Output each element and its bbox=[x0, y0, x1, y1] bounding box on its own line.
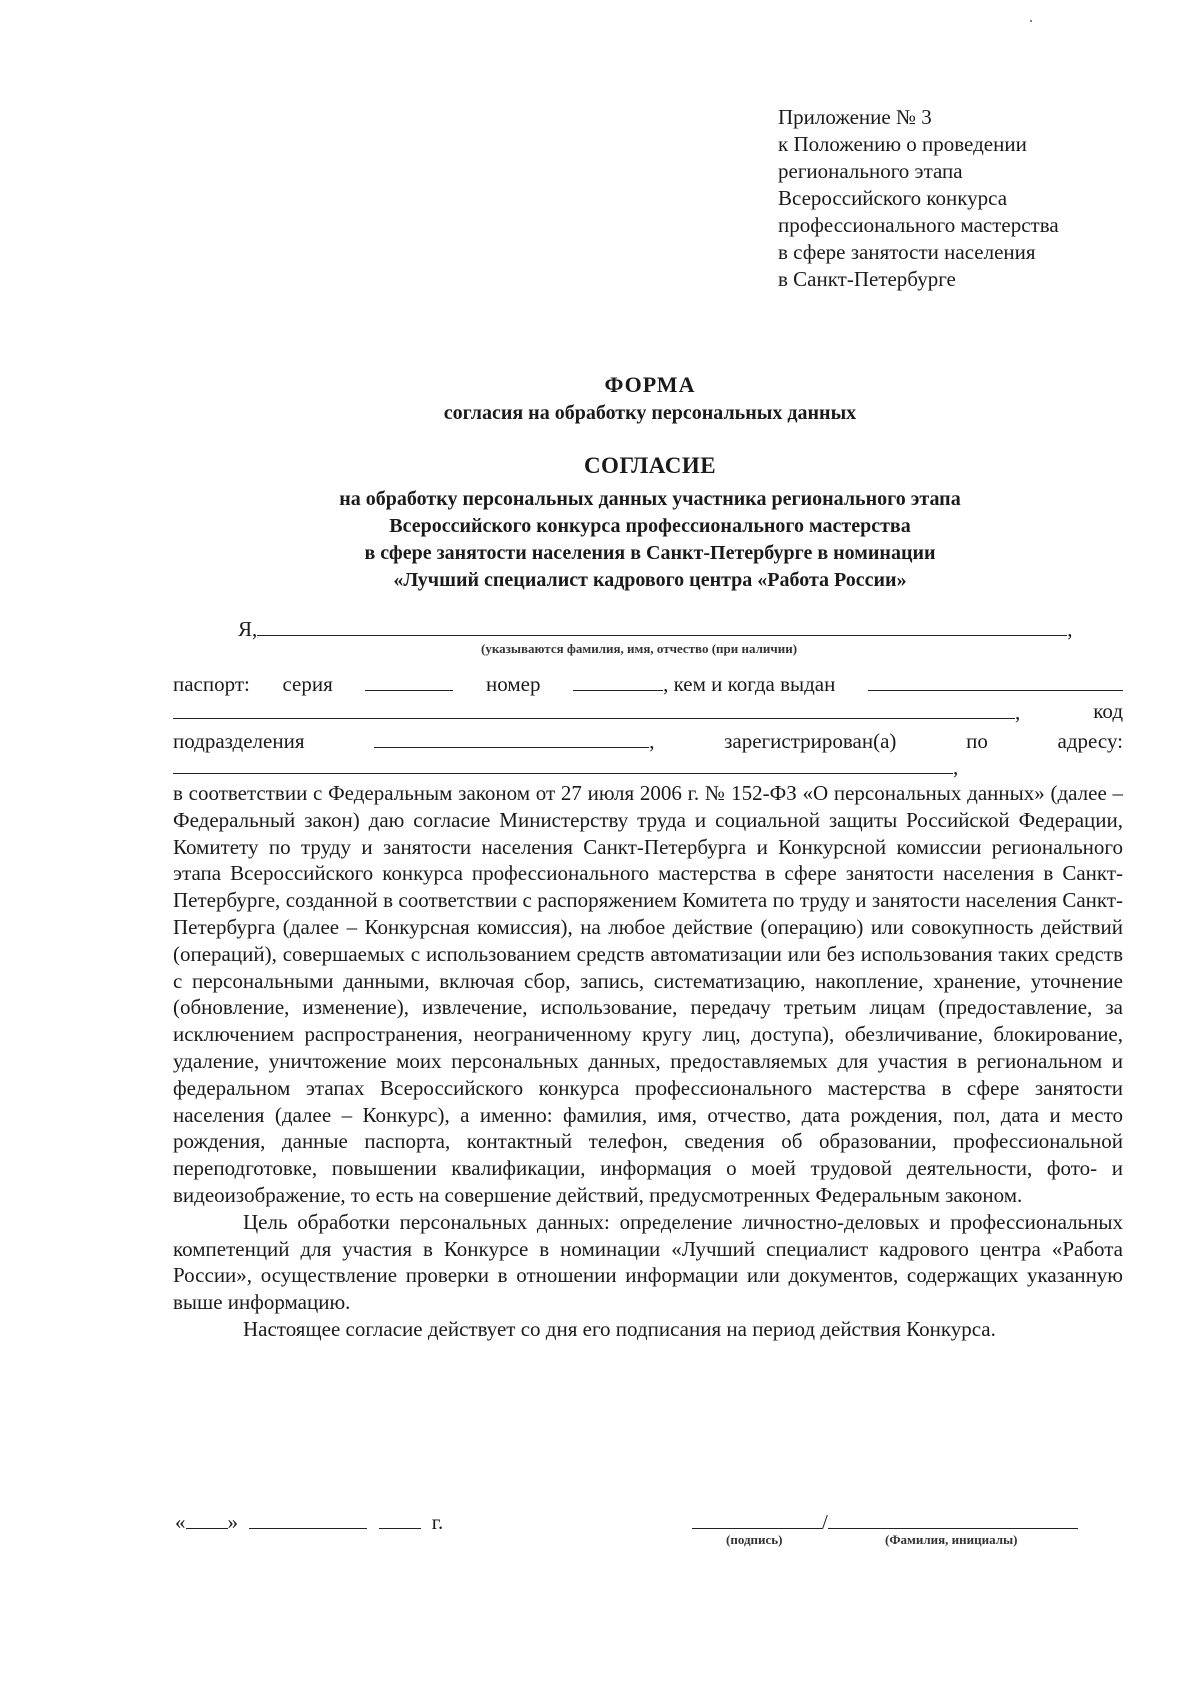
passport-number-field[interactable] bbox=[573, 670, 663, 691]
signer-name-field[interactable] bbox=[828, 1508, 1078, 1529]
quote-close: » bbox=[227, 1510, 238, 1534]
number-label: номер bbox=[486, 672, 541, 696]
form-title: ФОРМА bbox=[604, 372, 696, 397]
appendix-line: к Положению о проведении bbox=[778, 132, 1027, 156]
signature-slash: / bbox=[822, 1510, 828, 1534]
purpose-paragraph: Цель обработки персональных данных: определение личностно-деловых и профессиональных компетенций для участия в Конкурсе в номинации «Лучший специалист кадрового центра «Работа России», осуществление проверки в отношении информации или документов, содержащих указанную выше информацию. bbox=[173, 1209, 1123, 1315]
form-subtitle: согласия на обработку персональных данных bbox=[443, 402, 857, 424]
appendix-line: профессионального мастерства bbox=[778, 213, 1059, 237]
consent-body bbox=[173, 780, 1123, 1343]
passport-issued-field-cont[interactable] bbox=[173, 698, 1015, 719]
agreement-heading-line: «Лучший специалист кадрового центра «Работа России» bbox=[393, 569, 907, 591]
division-label: подразделения bbox=[173, 729, 305, 753]
signature-field[interactable] bbox=[692, 1508, 822, 1529]
consent-paragraph: в соответствии с Федеральным законом от 27 июля 2006 г. № 152-ФЗ «О персональных данных» (далее – Федеральный закон) даю согласие Министерству труда и социальной защиты Российской Федерации, Комитету по труду и занятости населения Санкт-Петербурга и Конкурсной комиссии регионального этапа Всероссийского конкурса профессионального мастерства в сфере занятости населения в Санкт-Петербурге, созданной в соответствии с распоряжением Комитета по труду и занятости населения Санкт-Петербурга (далее – Конкурсная комиссия), на любое действие (операцию) или совокупность действий (операций), совершаемых с использованием средств автоматизации или без использования таких средств с персональными данными, включая сбор, запись, систематизацию, накопление, хранение, уточнение (обновление, изменение), извлечение, использование, передачу третьим лицам (предоставление, за исключением распространения, неограниченному кругу лиц, доступа), обезличивание, блокирование, удаление, уничтожение моих персональных данных, предоставляемых для участия в региональном и федеральном этапах Всероссийского конкурса профессионального мастерства в сфере занятости населения (далее – Конкурс), а именно: фамилия, имя, отчество, дата рождения, пол, дата и место рождения, данные паспорта, контактный телефон, сведения об образовании, профессиональной переподготовке, повышении квалификации, информация о моей трудовой деятельности, фото- и видеоизображение, то есть на совершение действий, предусмотренных Федеральным законом. bbox=[173, 781, 1123, 1207]
year-field[interactable] bbox=[379, 1508, 421, 1529]
validity-paragraph: Настоящее согласие действует со дня его подписания на период действия Конкурса. bbox=[243, 1316, 996, 1341]
day-field[interactable] bbox=[186, 1508, 228, 1529]
appendix-line: Приложение № 3 bbox=[778, 105, 932, 129]
date-row bbox=[175, 1508, 443, 1535]
address-row bbox=[173, 753, 1123, 780]
registered-label: зарегистрирован(а) bbox=[724, 729, 897, 753]
agreement-heading-line: на обработку персональных данных участника регионального этапа bbox=[339, 488, 961, 510]
appendix-line: в сфере занятости населения bbox=[778, 240, 1036, 264]
passport-row bbox=[173, 670, 1123, 697]
year-suffix: г. bbox=[431, 1510, 444, 1534]
comma: , bbox=[1015, 700, 1021, 724]
appendix-line: Всероссийского конкурса bbox=[778, 186, 1008, 210]
issued-cont-row bbox=[173, 698, 1123, 725]
signature-hint: (подпись) bbox=[726, 1532, 783, 1547]
comma: , bbox=[649, 729, 655, 753]
name-row bbox=[238, 615, 1098, 642]
division-code-field[interactable] bbox=[374, 727, 649, 748]
by-label: по bbox=[966, 729, 988, 753]
appendix-header bbox=[778, 104, 1138, 293]
code-label: код bbox=[1093, 699, 1123, 723]
address-label: адресу: bbox=[1057, 729, 1123, 753]
comma: , bbox=[1067, 617, 1073, 641]
series-label: серия bbox=[282, 672, 333, 696]
comma: , bbox=[953, 755, 959, 779]
scan-speck bbox=[1030, 20, 1032, 22]
agreement-heading bbox=[0, 486, 1200, 594]
signature-row bbox=[692, 1508, 1078, 1535]
passport-series-field[interactable] bbox=[365, 670, 453, 691]
agreement-title: СОГЛАСИЕ bbox=[583, 453, 717, 478]
agreement-heading-line: Всероссийского конкурса профессионального мастерства bbox=[389, 515, 911, 537]
appendix-line: в Санкт-Петербурге bbox=[778, 267, 956, 291]
ya-label: Я, bbox=[238, 617, 258, 641]
passport-label: паспорт: bbox=[173, 672, 250, 696]
appendix-line: регионального этапа bbox=[778, 159, 963, 183]
full-name-field[interactable] bbox=[257, 615, 1067, 636]
address-field[interactable] bbox=[173, 753, 953, 774]
agreement-heading-line: в сфере занятости населения в Санкт-Петербурге в номинации bbox=[364, 542, 936, 564]
quote-open: « bbox=[175, 1510, 186, 1534]
name-hint: (указываются фамилия, имя, отчество (при наличии) bbox=[481, 641, 798, 656]
passport-issued-field[interactable] bbox=[868, 670, 1123, 691]
issued-label: , кем и когда выдан bbox=[663, 672, 836, 696]
signer-name-hint: (Фамилия, инициалы) bbox=[885, 1532, 1018, 1547]
month-field[interactable] bbox=[249, 1508, 367, 1529]
division-row bbox=[173, 727, 1123, 754]
